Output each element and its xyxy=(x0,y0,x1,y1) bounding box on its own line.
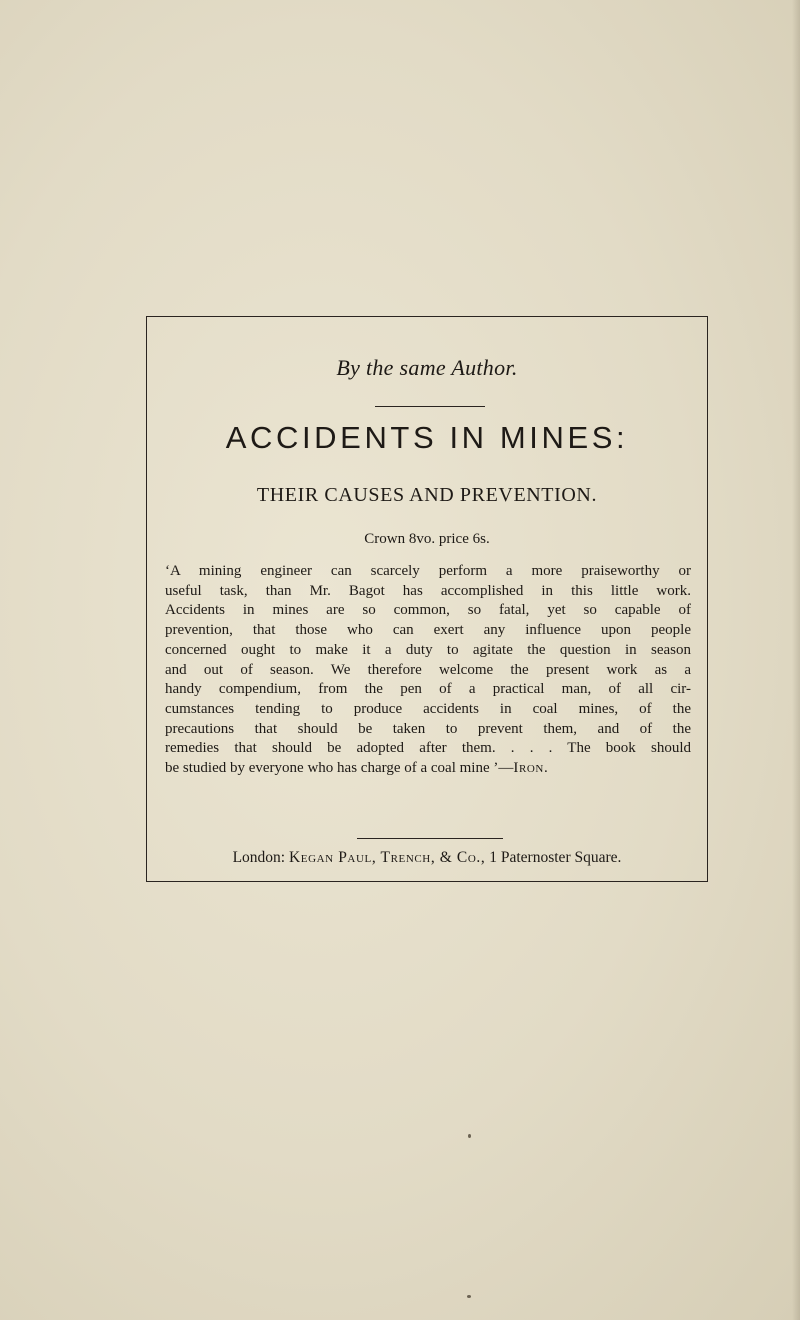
byline: By the same Author. xyxy=(336,355,518,380)
review-line: prevention, that those who can exert any influence upon people xyxy=(165,622,691,639)
review-line: useful task, than Mr. Bagot has accomplished in this little work. xyxy=(165,582,691,599)
advertisement-box xyxy=(146,316,708,882)
review-line: and out of season. We therefore welcome the present work as a xyxy=(165,661,691,678)
review-line: remedies that should be adopted after them. . . . The book should xyxy=(165,740,691,757)
review-source: Iron. xyxy=(513,760,549,777)
review-line: ‘A mining engineer can scarcely perform a more praiseworthy or xyxy=(165,563,691,579)
review-last-text: be studied by everyone who has charge of a coal mine ’— xyxy=(165,760,514,777)
review-line: cumstances tending to produce accidents in coal mines, of the xyxy=(165,700,691,717)
paper-speck xyxy=(468,1134,471,1138)
review-line: handy compendium, from the pen of a practical man, of all cir- xyxy=(165,681,691,698)
publisher-imprint xyxy=(147,849,707,867)
review-line-last xyxy=(165,759,691,779)
review-line: Accidents in mines are so common, so fatal, yet so capable of xyxy=(165,602,691,619)
price-line: Crown 8vo. price 6s. xyxy=(364,531,490,547)
imprint-publisher: Kegan Paul, Trench, & Co., xyxy=(288,849,486,866)
book-subtitle: THEIR CAUSES AND PREVENTION. xyxy=(256,484,598,506)
review-quote xyxy=(165,562,691,779)
paper-speck xyxy=(467,1295,471,1298)
page-edge-shadow xyxy=(792,0,800,1320)
book-title: ACCIDENTS IN MINES: xyxy=(225,420,629,455)
divider-rule-bottom xyxy=(357,838,503,839)
imprint-address: 1 Paternoster Square. xyxy=(485,849,622,866)
imprint-prefix: London: xyxy=(232,849,289,866)
review-line: concerned ought to make it a duty to agitate the question in season xyxy=(165,641,691,658)
divider-rule-top xyxy=(375,406,485,407)
review-line: precautions that should be taken to prevent them, and of the xyxy=(165,720,691,737)
